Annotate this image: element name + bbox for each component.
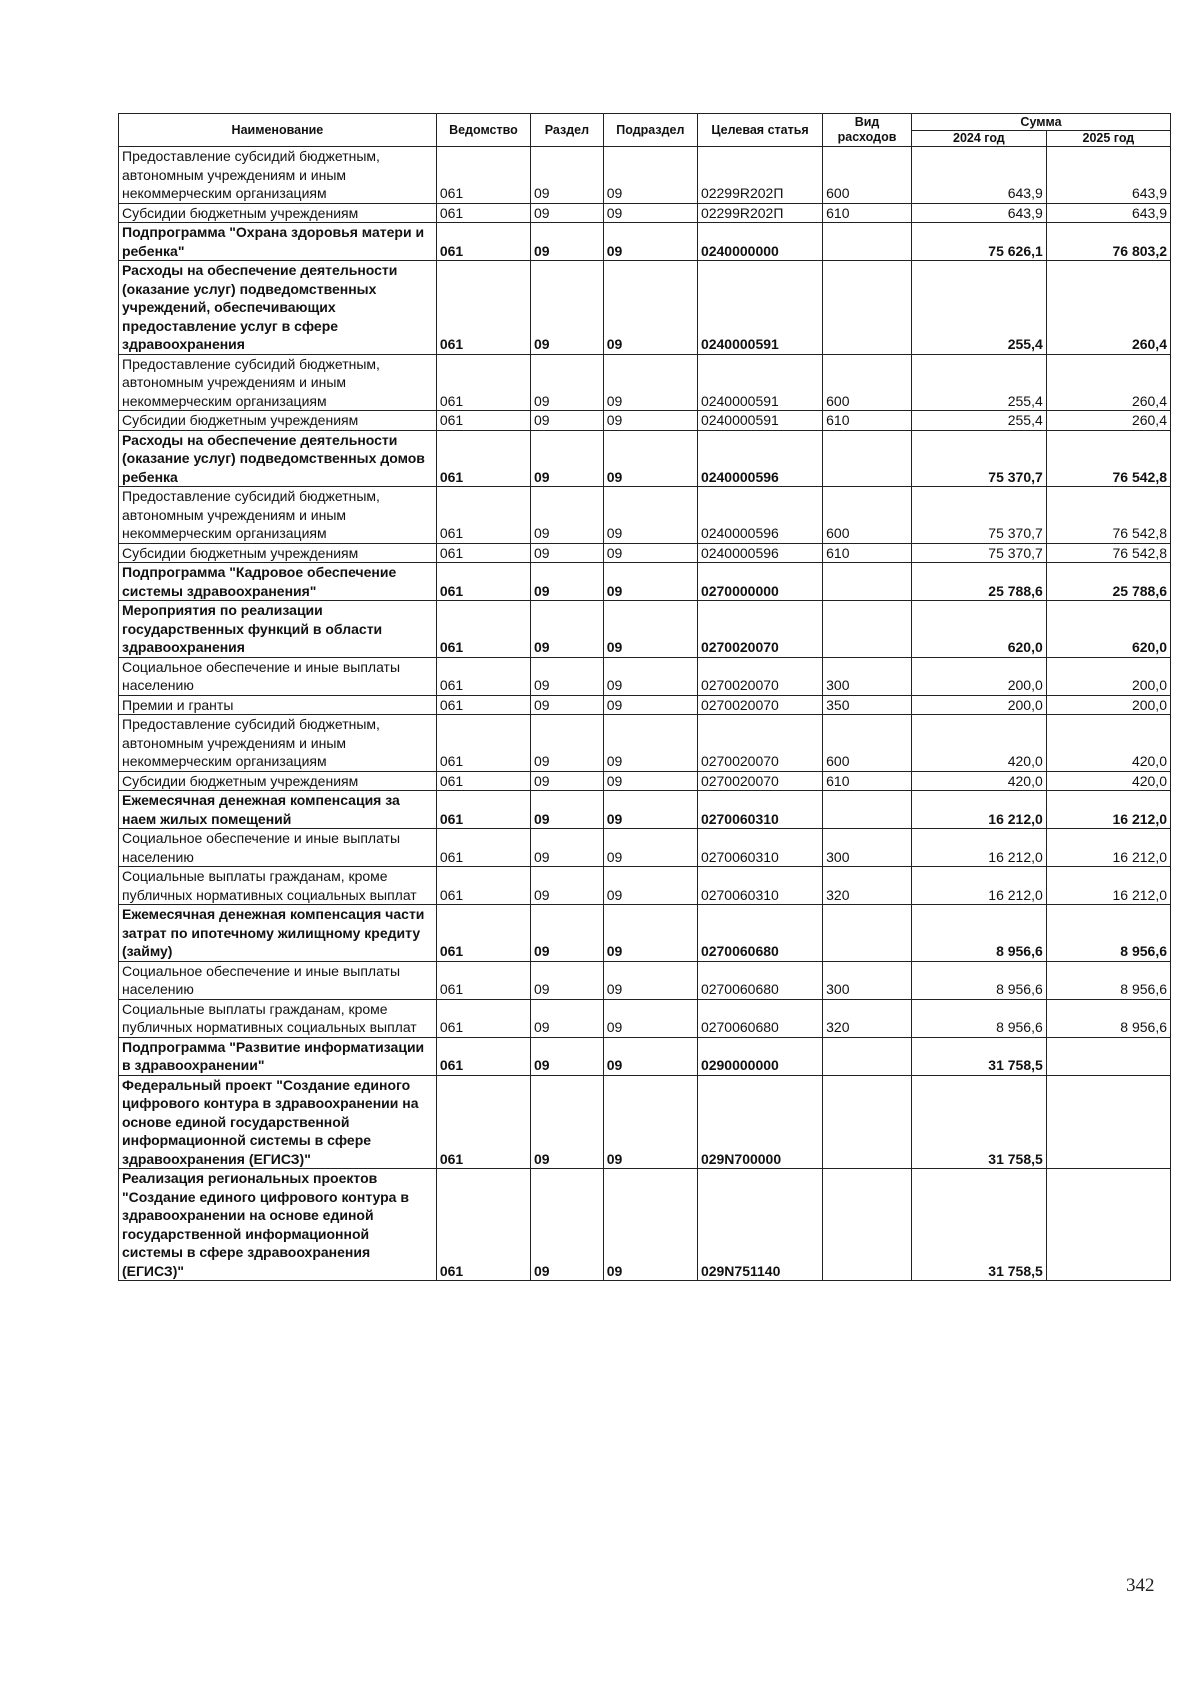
cell-2025: 420,0 xyxy=(1046,715,1170,772)
cell-subsection: 09 xyxy=(603,487,697,544)
cell-2025: 200,0 xyxy=(1046,657,1170,695)
cell-exp-type xyxy=(823,601,912,658)
cell-section: 09 xyxy=(531,657,604,695)
cell-dept: 061 xyxy=(436,771,530,791)
cell-dept: 061 xyxy=(436,1037,530,1075)
cell-section: 09 xyxy=(531,867,604,905)
cell-exp-type: 320 xyxy=(823,867,912,905)
cell-exp-type xyxy=(823,905,912,962)
cell-2025 xyxy=(1046,1075,1170,1169)
table-row xyxy=(119,261,1171,355)
cell-2024: 16 212,0 xyxy=(911,791,1046,829)
cell-exp-type: 320 xyxy=(823,999,912,1037)
cell-dept: 061 xyxy=(436,261,530,355)
cell-section: 09 xyxy=(531,203,604,223)
cell-section: 09 xyxy=(531,695,604,715)
cell-2024: 31 758,5 xyxy=(911,1037,1046,1075)
table-body xyxy=(119,147,1171,1281)
header-sum: Сумма xyxy=(911,114,1170,131)
table-row xyxy=(119,223,1171,261)
header-name: Наименование xyxy=(119,114,437,147)
cell-exp-type: 600 xyxy=(823,354,912,411)
cell-exp-type: 600 xyxy=(823,715,912,772)
cell-2025: 16 212,0 xyxy=(1046,791,1170,829)
cell-dept: 061 xyxy=(436,695,530,715)
table-row xyxy=(119,1169,1171,1281)
cell-name: Подпрограмма "Развитие информатизации в здравоохранении" xyxy=(119,1037,437,1075)
cell-dept: 061 xyxy=(436,715,530,772)
cell-dept: 061 xyxy=(436,601,530,658)
cell-target: 0270020070 xyxy=(697,695,822,715)
cell-subsection: 09 xyxy=(603,905,697,962)
cell-subsection: 09 xyxy=(603,867,697,905)
cell-2024: 643,9 xyxy=(911,147,1046,204)
header-year-2025: 2025 год xyxy=(1046,131,1170,147)
header-year-2024: 2024 год xyxy=(911,131,1046,147)
cell-target: 0270060680 xyxy=(697,961,822,999)
cell-2025: 76 803,2 xyxy=(1046,223,1170,261)
cell-section: 09 xyxy=(531,411,604,431)
cell-2025: 620,0 xyxy=(1046,601,1170,658)
cell-2024: 643,9 xyxy=(911,203,1046,223)
cell-subsection: 09 xyxy=(603,430,697,487)
cell-name: Ежемесячная денежная компенсация за наем жилых помещений xyxy=(119,791,437,829)
cell-2024: 200,0 xyxy=(911,657,1046,695)
cell-2025: 643,9 xyxy=(1046,203,1170,223)
cell-2025: 200,0 xyxy=(1046,695,1170,715)
cell-2025: 16 212,0 xyxy=(1046,829,1170,867)
cell-name: Предоставление субсидий бюджетным, автономным учреждениям и иным некоммерческим организациям xyxy=(119,487,437,544)
cell-name: Субсидии бюджетным учреждениям xyxy=(119,543,437,563)
cell-2025: 8 956,6 xyxy=(1046,905,1170,962)
cell-section: 09 xyxy=(531,147,604,204)
table-row xyxy=(119,867,1171,905)
cell-subsection: 09 xyxy=(603,771,697,791)
cell-2024: 620,0 xyxy=(911,601,1046,658)
budget-table-container xyxy=(118,113,1171,1281)
budget-table xyxy=(118,113,1171,1281)
cell-2024: 420,0 xyxy=(911,715,1046,772)
header-subsection: Подраздел xyxy=(603,114,697,147)
cell-exp-type: 300 xyxy=(823,961,912,999)
cell-name: Мероприятия по реализации государственных функций в области здравоохранения xyxy=(119,601,437,658)
cell-exp-type xyxy=(823,430,912,487)
cell-2024: 200,0 xyxy=(911,695,1046,715)
cell-2024: 75 370,7 xyxy=(911,487,1046,544)
cell-subsection: 09 xyxy=(603,1169,697,1281)
cell-subsection: 09 xyxy=(603,1037,697,1075)
cell-dept: 061 xyxy=(436,791,530,829)
cell-target: 02299R202П xyxy=(697,147,822,204)
cell-2025: 260,4 xyxy=(1046,354,1170,411)
cell-subsection: 09 xyxy=(603,829,697,867)
cell-target: 0270000000 xyxy=(697,563,822,601)
cell-exp-type xyxy=(823,261,912,355)
cell-dept: 061 xyxy=(436,203,530,223)
cell-2025: 76 542,8 xyxy=(1046,543,1170,563)
cell-subsection: 09 xyxy=(603,543,697,563)
table-row xyxy=(119,905,1171,962)
cell-name: Подпрограмма "Кадровое обеспечение системы здравоохранения" xyxy=(119,563,437,601)
cell-exp-type: 300 xyxy=(823,657,912,695)
cell-dept: 061 xyxy=(436,829,530,867)
cell-name: Предоставление субсидий бюджетным, автономным учреждениям и иным некоммерческим организациям xyxy=(119,147,437,204)
cell-name: Социальное обеспечение и иные выплаты населению xyxy=(119,657,437,695)
table-row xyxy=(119,203,1171,223)
cell-dept: 061 xyxy=(436,563,530,601)
cell-exp-type: 300 xyxy=(823,829,912,867)
cell-name: Реализация региональных проектов "Создание единого цифрового контура в здравоохранении на основе единой государственной информационной системы в сфере здравоохранения (ЕГИСЗ)" xyxy=(119,1169,437,1281)
cell-section: 09 xyxy=(531,601,604,658)
cell-name: Субсидии бюджетным учреждениям xyxy=(119,203,437,223)
cell-2025: 16 212,0 xyxy=(1046,867,1170,905)
cell-name: Социальное обеспечение и иные выплаты населению xyxy=(119,961,437,999)
table-row xyxy=(119,487,1171,544)
cell-name: Федеральный проект "Создание единого цифрового контура в здравоохранении на основе единой государственной информационной системы в сфере здравоохранения (ЕГИСЗ)" xyxy=(119,1075,437,1169)
header-target: Целевая статья xyxy=(697,114,822,147)
cell-subsection: 09 xyxy=(603,354,697,411)
cell-2024: 75 370,7 xyxy=(911,430,1046,487)
cell-dept: 061 xyxy=(436,961,530,999)
cell-exp-type: 350 xyxy=(823,695,912,715)
cell-section: 09 xyxy=(531,1075,604,1169)
cell-dept: 061 xyxy=(436,657,530,695)
cell-subsection: 09 xyxy=(603,791,697,829)
cell-dept: 061 xyxy=(436,430,530,487)
cell-exp-type xyxy=(823,791,912,829)
cell-subsection: 09 xyxy=(603,999,697,1037)
cell-section: 09 xyxy=(531,1037,604,1075)
cell-2024: 75 626,1 xyxy=(911,223,1046,261)
cell-target: 0240000596 xyxy=(697,487,822,544)
cell-section: 09 xyxy=(531,223,604,261)
cell-target: 0270060310 xyxy=(697,867,822,905)
cell-name: Предоставление субсидий бюджетным, автономным учреждениям и иным некоммерческим организациям xyxy=(119,354,437,411)
cell-name: Социальные выплаты гражданам, кроме публичных нормативных социальных выплат xyxy=(119,999,437,1037)
cell-subsection: 09 xyxy=(603,695,697,715)
cell-subsection: 09 xyxy=(603,1075,697,1169)
cell-2025: 8 956,6 xyxy=(1046,999,1170,1037)
cell-exp-type: 610 xyxy=(823,411,912,431)
table-row xyxy=(119,147,1171,204)
cell-subsection: 09 xyxy=(603,715,697,772)
table-row xyxy=(119,430,1171,487)
cell-target: 029N751140 xyxy=(697,1169,822,1281)
cell-target: 0240000591 xyxy=(697,411,822,431)
cell-name: Расходы на обеспечение деятельности (оказание услуг) подведомственных учреждений, обеспечивающих предоставление услуг в сфере здравоохранения xyxy=(119,261,437,355)
header-section: Раздел xyxy=(531,114,604,147)
cell-2025: 260,4 xyxy=(1046,261,1170,355)
header-dept: Ведомство xyxy=(436,114,530,147)
table-row xyxy=(119,999,1171,1037)
cell-2024: 31 758,5 xyxy=(911,1169,1046,1281)
table-row xyxy=(119,715,1171,772)
page-number: 342 xyxy=(1126,1575,1155,1596)
cell-2024: 16 212,0 xyxy=(911,867,1046,905)
cell-section: 09 xyxy=(531,791,604,829)
cell-exp-type: 610 xyxy=(823,771,912,791)
cell-exp-type xyxy=(823,1169,912,1281)
cell-name: Социальные выплаты гражданам, кроме публичных нормативных социальных выплат xyxy=(119,867,437,905)
cell-exp-type xyxy=(823,563,912,601)
cell-target: 0240000596 xyxy=(697,430,822,487)
cell-section: 09 xyxy=(531,354,604,411)
cell-2024: 16 212,0 xyxy=(911,829,1046,867)
cell-exp-type xyxy=(823,1037,912,1075)
cell-target: 029N700000 xyxy=(697,1075,822,1169)
table-row xyxy=(119,771,1171,791)
cell-target: 0240000596 xyxy=(697,543,822,563)
cell-target: 02299R202П xyxy=(697,203,822,223)
table-row xyxy=(119,829,1171,867)
table-row xyxy=(119,1075,1171,1169)
cell-section: 09 xyxy=(531,487,604,544)
table-row xyxy=(119,543,1171,563)
cell-name: Подпрограмма "Охрана здоровья матери и ребенка" xyxy=(119,223,437,261)
cell-section: 09 xyxy=(531,715,604,772)
cell-subsection: 09 xyxy=(603,261,697,355)
cell-name: Социальное обеспечение и иные выплаты населению xyxy=(119,829,437,867)
cell-target: 0240000000 xyxy=(697,223,822,261)
cell-subsection: 09 xyxy=(603,563,697,601)
cell-dept: 061 xyxy=(436,354,530,411)
cell-2024: 31 758,5 xyxy=(911,1075,1046,1169)
cell-2025: 25 788,6 xyxy=(1046,563,1170,601)
cell-section: 09 xyxy=(531,1169,604,1281)
cell-2024: 8 956,6 xyxy=(911,961,1046,999)
cell-section: 09 xyxy=(531,905,604,962)
table-row xyxy=(119,657,1171,695)
cell-target: 0270060680 xyxy=(697,905,822,962)
cell-target: 0270020070 xyxy=(697,715,822,772)
cell-exp-type: 600 xyxy=(823,487,912,544)
cell-2025: 76 542,8 xyxy=(1046,430,1170,487)
cell-2024: 25 788,6 xyxy=(911,563,1046,601)
cell-section: 09 xyxy=(531,261,604,355)
cell-dept: 061 xyxy=(436,411,530,431)
cell-target: 0270060680 xyxy=(697,999,822,1037)
cell-dept: 061 xyxy=(436,487,530,544)
cell-section: 09 xyxy=(531,543,604,563)
cell-target: 0270020070 xyxy=(697,657,822,695)
table-header xyxy=(119,114,1171,147)
cell-name: Субсидии бюджетным учреждениям xyxy=(119,411,437,431)
cell-target: 0240000591 xyxy=(697,261,822,355)
table-row xyxy=(119,1037,1171,1075)
table-row xyxy=(119,354,1171,411)
cell-2024: 255,4 xyxy=(911,261,1046,355)
cell-2025 xyxy=(1046,1037,1170,1075)
cell-subsection: 09 xyxy=(603,961,697,999)
cell-dept: 061 xyxy=(436,543,530,563)
cell-dept: 061 xyxy=(436,223,530,261)
cell-dept: 061 xyxy=(436,1075,530,1169)
cell-name: Ежемесячная денежная компенсация части затрат по ипотечному жилищному кредиту (займу) xyxy=(119,905,437,962)
cell-exp-type: 600 xyxy=(823,147,912,204)
cell-2024: 420,0 xyxy=(911,771,1046,791)
cell-dept: 061 xyxy=(436,867,530,905)
cell-exp-type: 610 xyxy=(823,203,912,223)
cell-name: Расходы на обеспечение деятельности (оказание услуг) подведомственных домов ребенка xyxy=(119,430,437,487)
cell-2025: 8 956,6 xyxy=(1046,961,1170,999)
cell-2024: 255,4 xyxy=(911,411,1046,431)
cell-subsection: 09 xyxy=(603,147,697,204)
cell-dept: 061 xyxy=(436,905,530,962)
cell-exp-type xyxy=(823,223,912,261)
cell-target: 0270060310 xyxy=(697,829,822,867)
cell-target: 0290000000 xyxy=(697,1037,822,1075)
table-row xyxy=(119,601,1171,658)
cell-2025 xyxy=(1046,1169,1170,1281)
cell-section: 09 xyxy=(531,771,604,791)
table-row xyxy=(119,695,1171,715)
cell-2024: 75 370,7 xyxy=(911,543,1046,563)
cell-subsection: 09 xyxy=(603,203,697,223)
cell-name: Предоставление субсидий бюджетным, автономным учреждениям и иным некоммерческим организациям xyxy=(119,715,437,772)
cell-dept: 061 xyxy=(436,999,530,1037)
cell-2025: 76 542,8 xyxy=(1046,487,1170,544)
cell-exp-type: 610 xyxy=(823,543,912,563)
cell-section: 09 xyxy=(531,430,604,487)
cell-subsection: 09 xyxy=(603,223,697,261)
cell-2024: 8 956,6 xyxy=(911,905,1046,962)
header-exp-type: Вид расходов xyxy=(823,114,912,147)
table-row xyxy=(119,411,1171,431)
cell-name: Премии и гранты xyxy=(119,695,437,715)
cell-exp-type xyxy=(823,1075,912,1169)
cell-dept: 061 xyxy=(436,1169,530,1281)
cell-target: 0240000591 xyxy=(697,354,822,411)
cell-subsection: 09 xyxy=(603,657,697,695)
cell-section: 09 xyxy=(531,563,604,601)
cell-section: 09 xyxy=(531,999,604,1037)
cell-2025: 420,0 xyxy=(1046,771,1170,791)
cell-2025: 643,9 xyxy=(1046,147,1170,204)
cell-section: 09 xyxy=(531,829,604,867)
table-row xyxy=(119,961,1171,999)
cell-2025: 260,4 xyxy=(1046,411,1170,431)
cell-dept: 061 xyxy=(436,147,530,204)
cell-subsection: 09 xyxy=(603,601,697,658)
table-row xyxy=(119,563,1171,601)
cell-2024: 255,4 xyxy=(911,354,1046,411)
cell-target: 0270020070 xyxy=(697,771,822,791)
cell-target: 0270020070 xyxy=(697,601,822,658)
table-row xyxy=(119,791,1171,829)
cell-target: 0270060310 xyxy=(697,791,822,829)
cell-section: 09 xyxy=(531,961,604,999)
cell-2024: 8 956,6 xyxy=(911,999,1046,1037)
cell-name: Субсидии бюджетным учреждениям xyxy=(119,771,437,791)
cell-subsection: 09 xyxy=(603,411,697,431)
